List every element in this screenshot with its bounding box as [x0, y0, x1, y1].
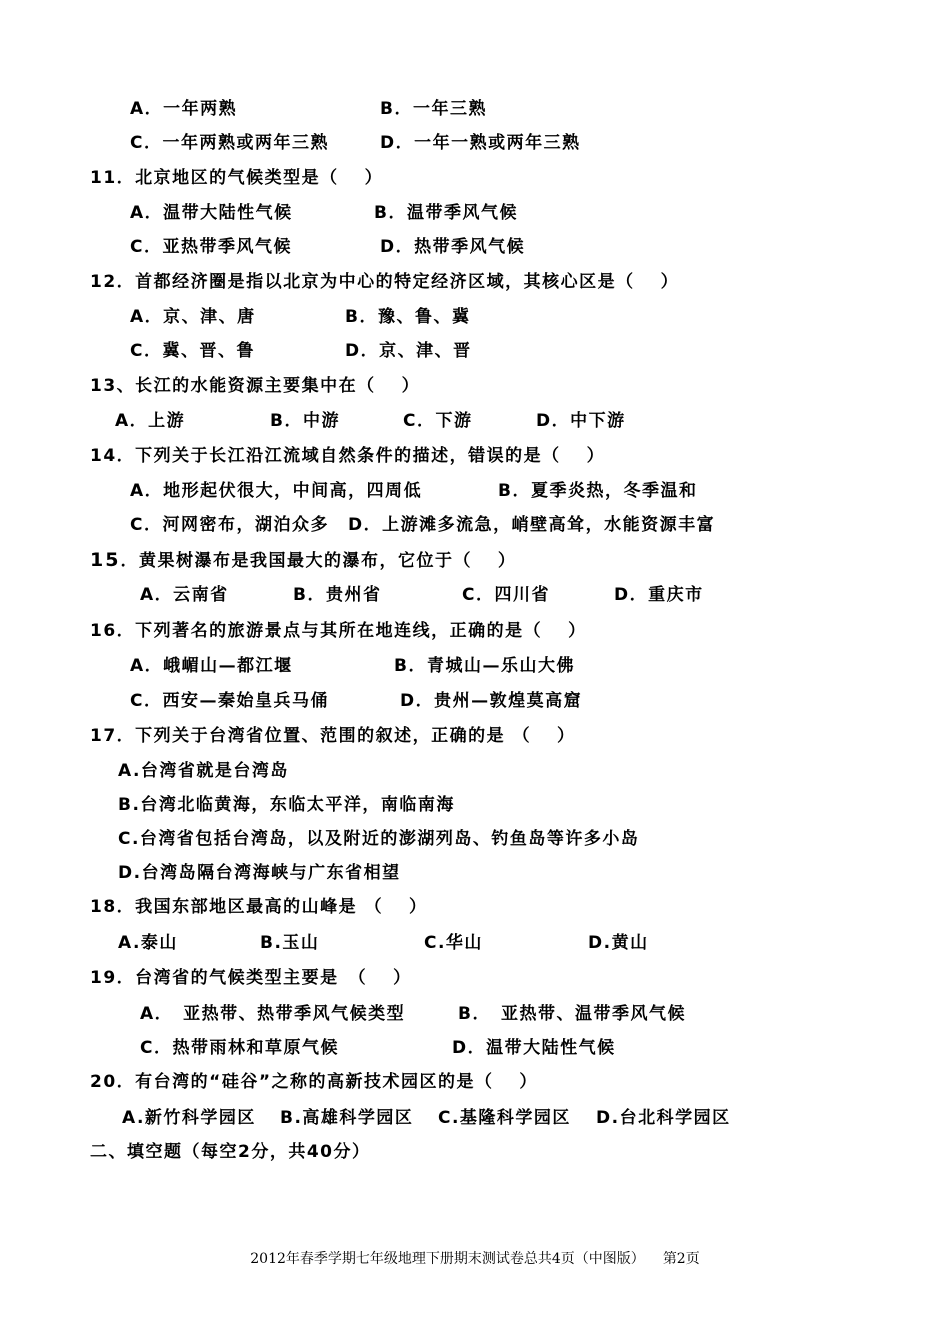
q19-option-c: C．热带雨林和草原气候	[140, 1038, 339, 1058]
q14-stem: 14．下列关于长江沿江流域自然条件的描述，错误的是（ ）	[90, 446, 606, 466]
q11-option-d: D．热带季风气候	[380, 237, 526, 257]
q12-option-b: B．豫、鲁、冀	[345, 307, 471, 327]
q10-option-c: C．一年两熟或两年三熟	[130, 133, 329, 153]
q14-option-c: C．河网密布，湖泊众多	[130, 515, 329, 535]
q17-option-d: D.台湾岛隔台湾海峡与广东省相望	[118, 863, 401, 883]
q20-option-d: D.台北科学园区	[596, 1108, 731, 1128]
q11-option-b: B．温带季风气候	[374, 203, 518, 223]
q12-option-d: D．京、津、晋	[345, 341, 472, 361]
q15-stem-line	[90, 549, 516, 572]
q19-option-a: A． 亚热带、热带季风气候类型	[140, 1004, 406, 1024]
q13-stem: 13、长江的水能资源主要集中在（ ）	[90, 376, 421, 396]
q13-option-c: C．下游	[403, 411, 473, 431]
q20-option-a: A.新竹科学园区	[122, 1108, 256, 1128]
section-heading-fill-in: 二、填空题（每空2分，共40分）	[90, 1142, 371, 1162]
q11-option-c: C．亚热带季风气候	[130, 237, 292, 257]
q13-option-d: D．中下游	[536, 411, 626, 431]
q14-option-b: B．夏季炎热，冬季温和	[498, 481, 698, 501]
q12-option-c: C．冀、晋、鲁	[130, 341, 255, 361]
q15-number: 15	[90, 549, 121, 571]
q16-option-a: A．峨嵋山—都江堰	[130, 656, 293, 676]
q10-option-d: D．一年一熟或两年三熟	[380, 133, 581, 153]
q17-option-a: A.台湾省就是台湾岛	[118, 761, 289, 781]
q20-option-b: B.高雄科学园区	[280, 1108, 414, 1128]
q14-option-a: A．地形起伏很大，中间高，四周低	[130, 481, 423, 501]
q18-option-b: B.玉山	[260, 933, 320, 953]
page-footer	[0, 1248, 950, 1268]
q16-option-d: D．贵州—敦煌莫高窟	[400, 691, 583, 711]
q11-stem: 11．北京地区的气候类型是（ ）	[90, 168, 384, 188]
q20-stem: 20．有台湾的“硅谷”之称的高新技术园区的是（ ）	[90, 1072, 538, 1092]
q16-option-b: B．青城山—乐山大佛	[394, 656, 575, 676]
q15-option-a: A．云南省	[140, 585, 229, 605]
q17-option-b: B.台湾北临黄海，东临太平洋，南临南海	[118, 795, 455, 815]
q17-option-c: C.台湾省包括台湾岛，以及附近的澎湖列岛、钓鱼岛等许多小岛	[118, 829, 640, 849]
q15-option-c: C．四川省	[462, 585, 550, 605]
q18-option-a: A.泰山	[118, 933, 178, 953]
page-number: 第2页	[662, 1251, 700, 1267]
q14-option-d: D．上游滩多流急，峭壁高耸，水能资源丰富	[348, 515, 716, 535]
q12-stem: 12．首都经济圈是指以北京为中心的特定经济区域，其核心区是（ ）	[90, 272, 680, 292]
q18-option-c: C.华山	[424, 933, 483, 953]
q11-option-a: A．温带大陆性气候	[130, 203, 293, 223]
q15-stem: ．黄果树瀑布是我国最大的瀑布，它位于（ ）	[120, 551, 517, 571]
q13-option-a: A．上游	[115, 411, 186, 431]
q19-option-b: B． 亚热带、温带季风气候	[458, 1004, 686, 1024]
q10-option-b: B．一年三熟	[380, 99, 487, 119]
q10-option-a: A．一年两熟	[130, 99, 238, 119]
q15-option-d: D．重庆市	[614, 585, 704, 605]
q17-stem: 17．下列关于台湾省位置、范围的叙述，正确的是 （ ）	[90, 726, 576, 746]
q19-option-d: D．温带大陆性气候	[452, 1038, 616, 1058]
q16-option-c: C．西安—秦始皇兵马俑	[130, 691, 329, 711]
q12-option-a: A．京、津、唐	[130, 307, 256, 327]
q20-option-c: C.基隆科学园区	[438, 1108, 571, 1128]
q18-option-d: D.黄山	[588, 933, 649, 953]
q16-stem: 16．下列著名的旅游景点与其所在地连线，正确的是（ ）	[90, 621, 587, 641]
footer-title: 2012年春季学期七年级地理下册期末测试卷总共4页（中图版）	[250, 1251, 645, 1267]
q18-stem: 18．我国东部地区最高的山峰是 （ ）	[90, 897, 428, 917]
q15-option-b: B．贵州省	[293, 585, 382, 605]
q13-option-b: B．中游	[270, 411, 340, 431]
q19-stem: 19．台湾省的气候类型主要是 （ ）	[90, 968, 412, 988]
